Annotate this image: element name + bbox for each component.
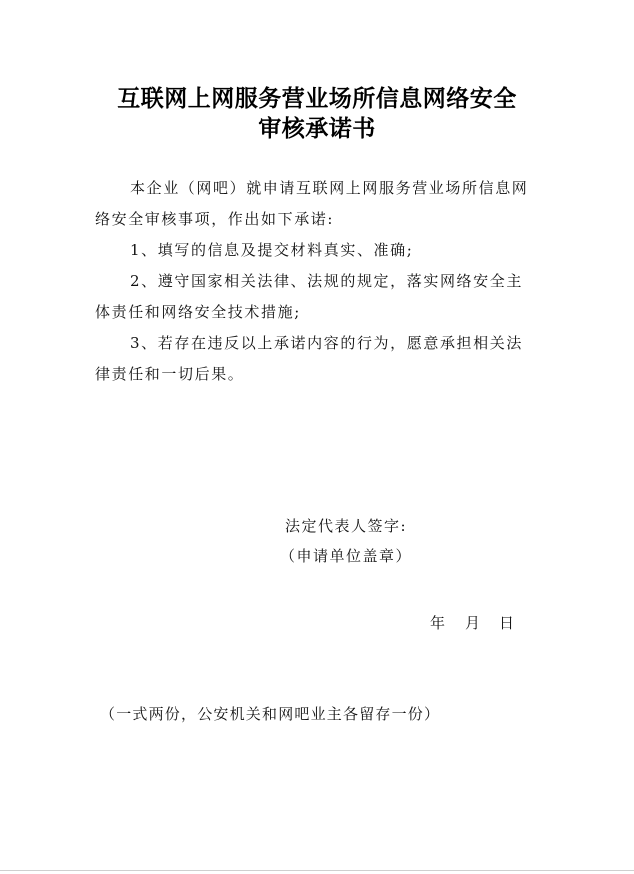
commitment-item-3-line-1: 3、若存在违反以上承诺内容的行为，愿意承担相关法	[130, 334, 523, 352]
body-paragraph-intro-line-2: 络安全审核事项，作出如下承诺:	[95, 210, 335, 228]
body-paragraph-intro-line-1: 本企业（网吧）就申请互联网上网服务营业场所信息网	[130, 179, 529, 197]
document-title-line-1: 互联网上网服务营业场所信息网络安全	[117, 85, 517, 112]
date-day-label: 日	[499, 614, 515, 632]
commitment-item-3-line-2: 律责任和一切后果。	[95, 365, 245, 383]
seal-label: （申请单位盖章）	[280, 547, 413, 565]
date-year-label: 年	[430, 614, 446, 632]
date-month-label: 月	[465, 614, 481, 632]
commitment-item-2-line-2: 体责任和网络安全技术措施;	[95, 303, 301, 321]
document-title-line-2: 审核承诺书	[258, 115, 376, 142]
copies-footnote: （一式两份，公安机关和网吧业主各留存一份）	[100, 705, 441, 723]
signature-label: 法定代表人签字:	[285, 517, 408, 535]
page-bottom-divider	[0, 870, 634, 871]
commitment-item-1: 1、填写的信息及提交材料真实、准确;	[130, 241, 414, 259]
commitment-item-2-line-1: 2、遵守国家相关法律、法规的规定，落实网络安全主	[130, 272, 523, 290]
